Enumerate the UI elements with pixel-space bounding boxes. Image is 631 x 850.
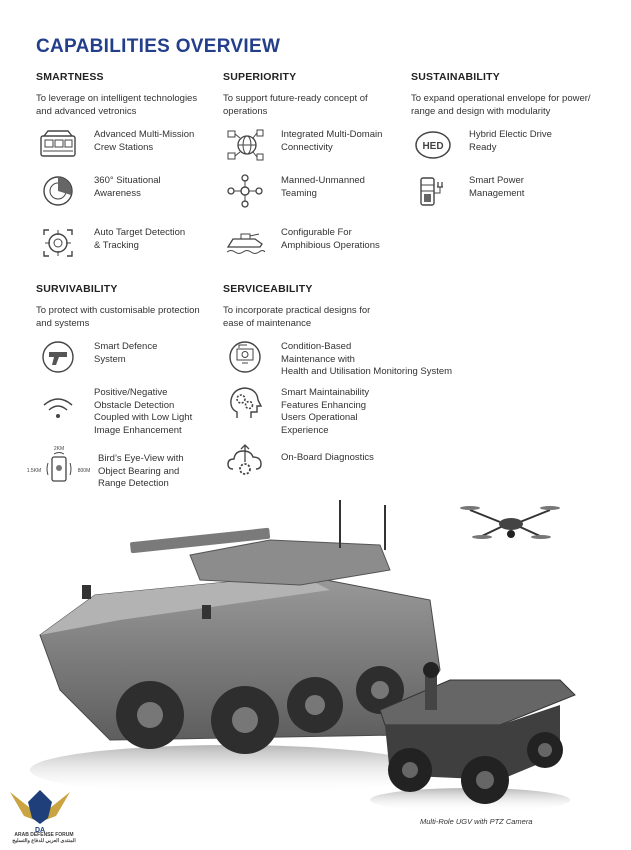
capability-smart-defence [36, 338, 157, 376]
capability-label: Positive/Negative Obstacle Detection Coupled with Low Light Image Enhancement [94, 387, 193, 436]
capability-connectivity [223, 126, 382, 164]
capability-label: Smart Power Management [469, 175, 525, 199]
obstacle-detection-icon [36, 384, 80, 426]
armored-vehicle-image [30, 500, 440, 795]
section-desc-superiority: To support future-ready concept of operations [223, 93, 368, 117]
smart-defence-icon [36, 338, 80, 376]
amphibious-icon [223, 224, 267, 262]
logo-text: ARAB DEFENSE FORUM المنتدى العربي للدفاع والتسليح [12, 832, 76, 844]
capability-label: Configurable For Amphibious Operations [281, 227, 380, 251]
capability-label: Smart Maintainability Features Enhancing Users Operational Experience [281, 387, 370, 436]
section-desc-serviceability: To incorporate practical designs for ease of maintenance [223, 305, 371, 329]
capability-obstacle-detection [36, 384, 192, 437]
page-title: CAPABILITIES OVERVIEW [36, 36, 281, 57]
capability-label: On-Board Diagnostics [281, 452, 374, 463]
crew-station-icon [36, 126, 80, 164]
condition-maintenance-icon [223, 338, 267, 376]
power-management-icon [411, 172, 455, 210]
section-title-serviceability: SERVICEABILITY [223, 283, 313, 295]
capability-manned-unmanned [223, 172, 365, 210]
diagnostics-icon [223, 442, 267, 480]
capability-label: 360° Situational Awareness [94, 175, 161, 199]
capability-hybrid-drive [411, 126, 552, 164]
section-title-sustainability: SUSTAINABILITY [411, 71, 500, 83]
capability-label: Bird’s Eye-View with Object Bearing and Range Detection [98, 453, 184, 489]
svg-text:DA: DA [34, 827, 46, 834]
capability-label: Advanced Multi-Mission Crew Stations [94, 129, 195, 153]
section-title-survivability: SURVIVABILITY [36, 283, 118, 295]
capability-label: Hybrid Electic Drive Ready [469, 129, 552, 153]
manned-unmanned-icon [223, 172, 267, 210]
svg-text:HED: HED [422, 141, 444, 152]
capability-crew-stations [36, 126, 194, 164]
capability-smart-maintainability [223, 384, 369, 437]
capability-amphibious [223, 224, 380, 262]
capability-target-detection [36, 224, 185, 262]
smart-maintainability-icon [223, 384, 267, 422]
drone-image [460, 506, 560, 539]
capability-label: Auto Target Detection & Tracking [94, 227, 186, 251]
image-caption: Multi-Role UGV with PTZ Camera [420, 817, 533, 826]
section-desc-survivability: To protect with customisable protection and systems [36, 305, 200, 329]
connectivity-icon [223, 126, 267, 164]
section-title-superiority: SUPERIORITY [223, 71, 297, 83]
hed-icon [411, 126, 455, 164]
svg-text:2KM: 2KM [53, 446, 65, 452]
vehicle-illustration [0, 480, 631, 820]
target-detection-icon [36, 224, 80, 262]
svg-text:800M: 800M [77, 468, 91, 474]
section-desc-sustainability: To expand operational envelope for power/ range and design with modularity [411, 93, 591, 117]
section-desc-smartness: To leverage on intelligent technologies and advanced vetronics [36, 93, 198, 117]
section-title-smartness: SMARTNESS [36, 71, 104, 83]
capability-label: Manned-Unmanned Teaming [281, 175, 365, 199]
capability-label: Condition-Based Maintenance with Health and Utilisation Monitoring System [281, 341, 453, 377]
svg-text:1.5KM: 1.5KM [26, 468, 42, 474]
capability-label: Smart Defence System [94, 341, 158, 365]
capability-situational-awareness [36, 172, 161, 210]
capability-label: Integrated Multi-Domain Connectivity [281, 129, 383, 153]
situational-awareness-icon [36, 172, 80, 210]
capability-diagnostics [223, 442, 374, 480]
capability-condition-maintenance [223, 338, 452, 379]
capability-power-management [411, 172, 524, 210]
